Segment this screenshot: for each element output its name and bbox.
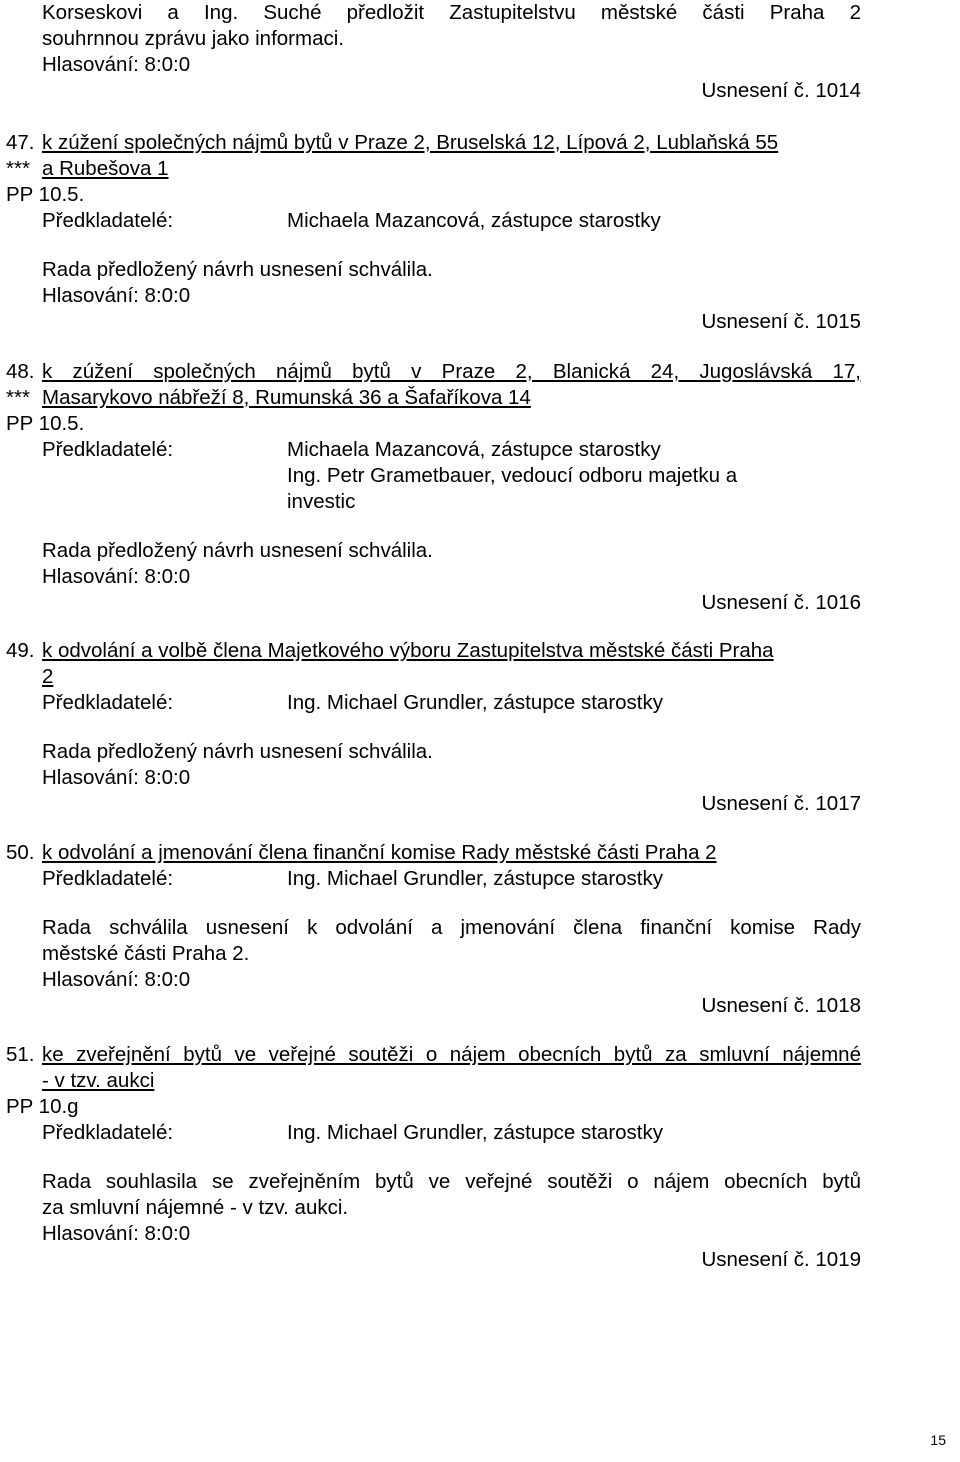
- item-title: Masarykovo nábřeží 8, Rumunská 36 a Šafaříkova 14: [42, 386, 531, 409]
- submitters-label: Předkladatelé:: [42, 1121, 174, 1144]
- item-title: k odvolání a jmenování člena finanční komise Rady městské části Praha 2: [42, 841, 717, 864]
- submitters-label: Předkladatelé:: [42, 691, 174, 714]
- submitter: Ing. Michael Grundler, zástupce starostky: [287, 867, 664, 890]
- item-number: 50.: [6, 841, 35, 864]
- page-number: 15: [930, 1432, 946, 1448]
- vote-result: Hlasování: 8:0:0: [42, 1222, 191, 1245]
- item-stars: ***: [6, 386, 30, 409]
- submitter: Michaela Mazancová, zástupce starostky: [287, 438, 661, 461]
- resolution-number: Usnesení č. 1015: [701, 310, 861, 333]
- item-number: 48.: [6, 360, 35, 383]
- item-number: 51.: [6, 1043, 35, 1066]
- vote-result: Hlasování: 8:0:0: [42, 968, 191, 991]
- decision-text: za smluvní nájemné - v tzv. aukci.: [42, 1196, 349, 1219]
- submitter: Michaela Mazancová, zástupce starostky: [287, 209, 661, 232]
- item-number: 47.: [6, 131, 35, 154]
- item-title: k odvolání a volbě člena Majetkového výboru Zastupitelstva městské části Praha: [42, 639, 774, 662]
- item-pp: PP 10.5.: [6, 412, 85, 435]
- item-stars: ***: [6, 157, 30, 180]
- decision-text: městské části Praha 2.: [42, 942, 250, 965]
- intro-line: souhrnnou zprávu jako informaci.: [42, 27, 344, 50]
- submitters-label: Předkladatelé:: [42, 438, 174, 461]
- submitter: investic: [287, 490, 356, 513]
- item-title: k zúžení společných nájmů bytů v Praze 2, Blanická 24, Jugoslávská 17,: [42, 360, 861, 383]
- decision-text: Rada předložený návrh usnesení schválila.: [42, 539, 433, 562]
- vote-result: Hlasování: 8:0:0: [42, 53, 191, 76]
- vote-result: Hlasování: 8:0:0: [42, 565, 191, 588]
- item-pp: PP 10.g: [6, 1095, 79, 1118]
- item-title: 2: [42, 665, 54, 688]
- item-title: a Rubešova 1: [42, 157, 169, 180]
- resolution-number: Usnesení č. 1017: [701, 792, 861, 815]
- decision-text: Rada předložený návrh usnesení schválila.: [42, 258, 433, 281]
- intro-line: Korseskovi a Ing. Suché předložit Zastupitelstvu městské části Praha 2: [42, 1, 861, 24]
- decision-text: Rada předložený návrh usnesení schválila.: [42, 740, 433, 763]
- submitter: Ing. Michael Grundler, zástupce starostky: [287, 691, 664, 714]
- resolution-number: Usnesení č. 1014: [701, 79, 861, 102]
- submitters-label: Předkladatelé:: [42, 867, 174, 890]
- decision-text: Rada schválila usnesení k odvolání a jmenování člena finanční komise Rady: [42, 916, 861, 939]
- resolution-number: Usnesení č. 1016: [701, 591, 861, 614]
- decision-text: Rada souhlasila se zveřejněním bytů ve veřejné soutěži o nájem obecních bytů: [42, 1170, 861, 1193]
- submitter: Ing. Michael Grundler, zástupce starostky: [287, 1121, 664, 1144]
- resolution-number: Usnesení č. 1019: [701, 1248, 861, 1271]
- vote-result: Hlasování: 8:0:0: [42, 766, 191, 789]
- resolution-number: Usnesení č. 1018: [701, 994, 861, 1017]
- submitter: Ing. Petr Grametbauer, vedoucí odboru majetku a: [287, 464, 738, 487]
- item-title: - v tzv. aukci: [42, 1069, 155, 1092]
- item-pp: PP 10.5.: [6, 183, 85, 206]
- submitters-label: Předkladatelé:: [42, 209, 174, 232]
- vote-result: Hlasování: 8:0:0: [42, 284, 191, 307]
- item-number: 49.: [6, 639, 35, 662]
- item-title: ke zveřejnění bytů ve veřejné soutěži o nájem obecních bytů za smluvní nájemné: [42, 1043, 861, 1066]
- item-title: k zúžení společných nájmů bytů v Praze 2, Bruselská 12, Lípová 2, Lublaňská 55: [42, 131, 779, 154]
